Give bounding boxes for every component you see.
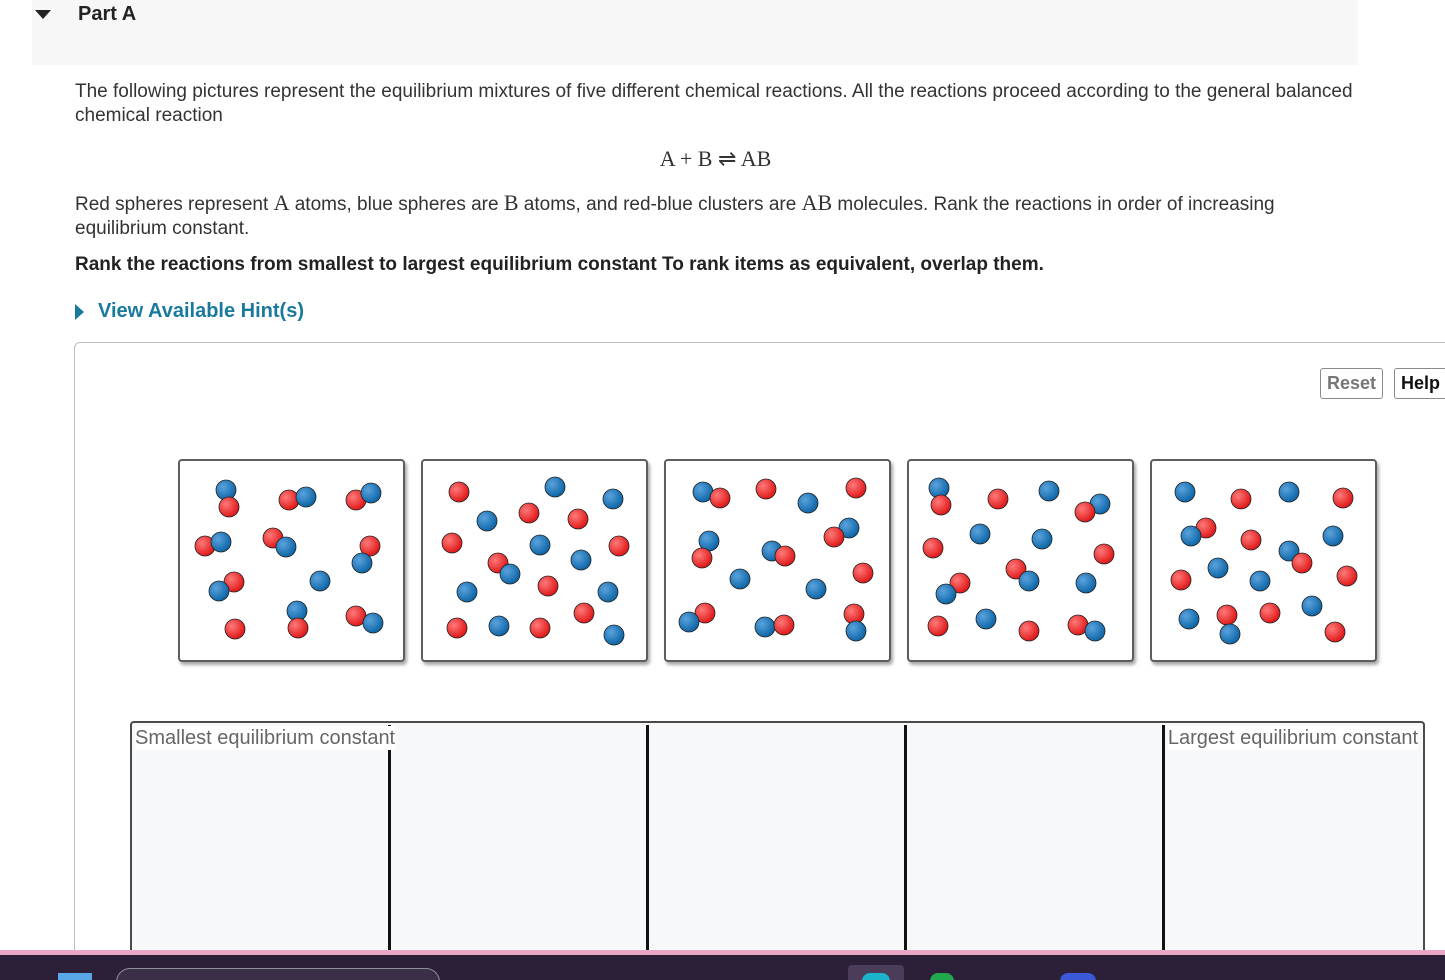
red-atom [931, 495, 951, 515]
red-atom [774, 615, 794, 635]
mixture-picture-2 [423, 461, 646, 660]
red-atom [288, 618, 308, 638]
red-atom [988, 489, 1008, 509]
red-atom [447, 618, 467, 638]
mixture-picture-5 [1152, 461, 1375, 660]
taskbar [0, 955, 1445, 980]
blue-atom [598, 582, 618, 602]
bin-divider [1162, 725, 1165, 965]
reaction-tile-5[interactable] [1150, 459, 1377, 662]
red-atom [853, 563, 873, 583]
blue-atom [209, 581, 229, 601]
collapse-caret-icon[interactable] [35, 10, 51, 19]
red-atom [574, 603, 594, 623]
blue-atom [296, 487, 316, 507]
blue-atom [1279, 482, 1299, 502]
blue-atom [500, 564, 520, 584]
blue-atom [1220, 624, 1240, 644]
red-atom [1217, 605, 1237, 625]
reset-button[interactable]: Reset [1320, 368, 1383, 399]
part-header[interactable] [32, 0, 1358, 65]
blue-atom [1302, 596, 1322, 616]
blue-atom [1085, 621, 1105, 641]
blue-atom [352, 553, 372, 573]
bin-divider [904, 725, 907, 965]
blue-atom [276, 537, 296, 557]
blue-atom [477, 511, 497, 531]
blue-atom [846, 621, 866, 641]
blue-atom [530, 535, 550, 555]
red-atom [1171, 570, 1191, 590]
red-atom [1333, 488, 1353, 508]
red-atom [692, 548, 712, 568]
red-atom [219, 497, 239, 517]
red-atom [824, 527, 844, 547]
search-bar[interactable] [116, 968, 440, 980]
red-atom [1241, 530, 1261, 550]
mixture-picture-3 [666, 461, 889, 660]
blue-atom [1039, 481, 1059, 501]
blue-atom [1032, 529, 1052, 549]
red-atom [710, 488, 730, 508]
blue-atom [1019, 571, 1039, 591]
ranking-bins [130, 721, 1425, 961]
blue-atom [730, 569, 750, 589]
red-atom [609, 536, 629, 556]
mixture-picture-4 [909, 461, 1132, 660]
blue-atom [1076, 573, 1096, 593]
bin-divider [388, 725, 391, 965]
red-atom [928, 616, 948, 636]
view-hints-link[interactable]: View Available Hint(s) [98, 300, 304, 322]
description-text: Red spheres represent A atoms, blue spheres are B atoms, and red-blue clusters are AB molecules. Rank the reactions in order of increasing equilibrium constant. [75, 190, 1275, 239]
red-atom [519, 503, 539, 523]
blue-atom [755, 617, 775, 637]
red-atom [1325, 622, 1345, 642]
bin-divider [646, 725, 649, 965]
view-hints-toggle[interactable] [75, 300, 304, 323]
notification-app-icon[interactable] [1060, 973, 1096, 980]
smallest-label: Smallest equilibrium constant [135, 727, 396, 749]
blue-atom [457, 582, 477, 602]
red-atom [279, 490, 299, 510]
blue-atom [310, 571, 330, 591]
reaction-tile-4[interactable] [907, 459, 1134, 662]
reaction-tile-3[interactable] [664, 459, 891, 662]
blue-atom [1323, 526, 1343, 546]
mixture-picture-1 [180, 461, 403, 660]
intro-text: The following pictures represent the equilibrium mixtures of five different chemical reactions. All the reactions proceed according to the general balanced chemical reaction [75, 81, 1353, 126]
app-icon[interactable] [930, 973, 954, 980]
blue-atom [936, 584, 956, 604]
part-title: Part A [78, 3, 137, 25]
ranking-instruction: Rank the reactions from smallest to largest equilibrium constant To rank items as equivalent, overlap them. [75, 254, 1044, 275]
blue-atom [545, 477, 565, 497]
blue-atom [1250, 571, 1270, 591]
blue-atom [798, 493, 818, 513]
blue-atom [1175, 482, 1195, 502]
red-atom [1019, 621, 1039, 641]
reaction-tile-2[interactable] [421, 459, 648, 662]
red-atom [756, 479, 776, 499]
reaction-tile-1[interactable] [178, 459, 405, 662]
red-atom [530, 618, 550, 638]
red-atom [846, 478, 866, 498]
red-atom [1094, 544, 1114, 564]
blue-atom [363, 613, 383, 633]
blue-atom [603, 489, 623, 509]
blue-atom [211, 532, 231, 552]
red-atom [1075, 502, 1095, 522]
blue-atom [489, 616, 509, 636]
red-atom [1337, 566, 1357, 586]
blue-atom [1208, 558, 1228, 578]
start-icon[interactable] [58, 973, 92, 980]
caret-right-icon [75, 304, 84, 320]
red-atom [538, 576, 558, 596]
red-atom [449, 482, 469, 502]
red-atom [923, 538, 943, 558]
blue-atom [604, 625, 624, 645]
blue-atom [976, 609, 996, 629]
red-atom [1231, 489, 1251, 509]
blue-atom [970, 524, 990, 544]
largest-label: Largest equilibrium constant [1167, 727, 1418, 749]
blue-atom [806, 579, 826, 599]
blue-atom [1181, 526, 1201, 546]
red-atom [568, 509, 588, 529]
red-atom [1260, 603, 1280, 623]
blue-atom [1179, 609, 1199, 629]
red-atom [775, 546, 795, 566]
red-atom [442, 533, 462, 553]
blue-atom [361, 483, 381, 503]
blue-atom [571, 550, 591, 570]
reaction-equation: A + B ⇌ AB [659, 146, 772, 171]
red-atom [225, 619, 245, 639]
red-atom [1292, 553, 1312, 573]
browser-icon[interactable] [862, 973, 890, 980]
blue-atom [679, 612, 699, 632]
blue-atom [216, 480, 236, 500]
help-button[interactable]: Help [1394, 368, 1445, 399]
